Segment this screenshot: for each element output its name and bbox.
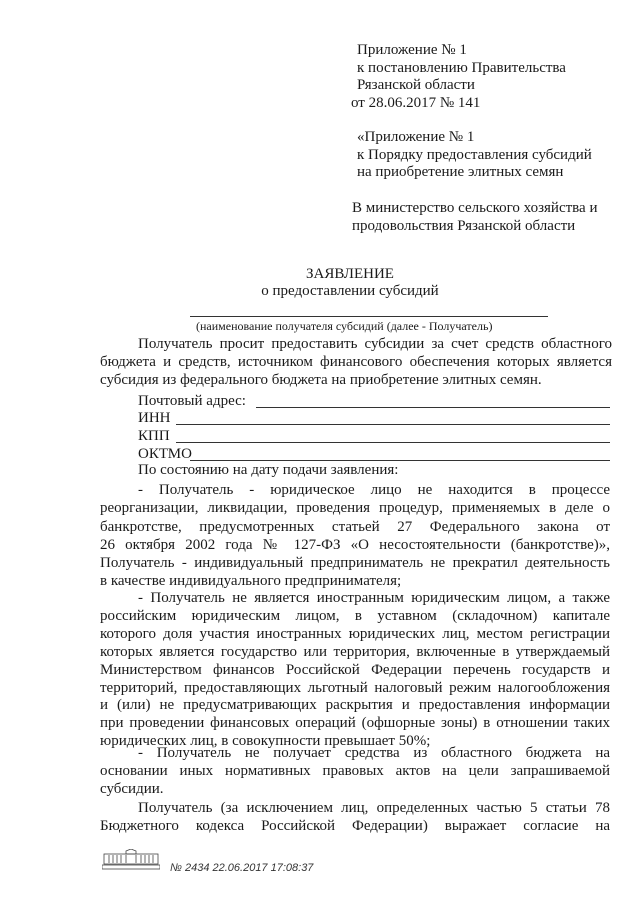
procedure-line: на приобретение элитных семян: [357, 164, 564, 180]
addressee-line: В министерство сельского хозяйства и: [352, 200, 598, 216]
field-line: [256, 407, 610, 408]
status-intro: По состоянию на дату подачи заявления:: [138, 462, 399, 478]
procedure-line: «Приложение № 1: [357, 129, 475, 145]
intro-line: субсидия из федерального бюджета на приобретение элитных семян.: [100, 372, 542, 388]
para2-line: Министерством финансов Российской Федерации перечень государств и: [100, 661, 610, 678]
registration-number: № 2434 22.06.2017 17:08:37: [170, 862, 314, 874]
field-line: [176, 442, 610, 443]
procedure-header: [357, 129, 592, 182]
document-title: [200, 266, 500, 300]
registry-stamp-icon: [102, 849, 160, 871]
postal-address-field: [138, 393, 610, 410]
recipient-name-line: [190, 316, 548, 317]
intro-line: бюджета и средств, источником финансового обеспечения которых является: [100, 354, 612, 370]
title-sub: о предоставлении субсидий: [261, 283, 439, 299]
para2-line: российским юридическим лицом, в уставном (складочном) капитале: [100, 607, 610, 624]
para1-line: реорганизации, ликвидации, проведения процедур, применяемых в деле о: [100, 500, 610, 517]
para2-line: и (или) не предусматривающих раскрытия и предоставления информации: [100, 697, 610, 714]
appendix-line: Рязанской области: [357, 77, 475, 93]
addressee-line: продовольствия Рязанской области: [352, 218, 576, 234]
field-label: Почтовый адрес:: [138, 393, 246, 409]
para2-line: территорий, предоставляющих льготный налоговый режим налогообложения: [100, 679, 610, 696]
para3-line: субсидии.: [100, 781, 164, 797]
para1-line: 26 октября 2002 года № 127-ФЗ «О несостоятельности (банкротстве)»,: [100, 536, 610, 553]
para1-line: - Получатель - юридическое лицо не находится в процессе: [138, 482, 610, 498]
para4-line: Получатель (за исключением лиц, определенных частью 5 статьи 78: [138, 800, 610, 816]
para2-line: которых является государство или территория, включенные в утверждаемый: [100, 643, 610, 660]
paragraph-4: [100, 799, 610, 835]
para2-line: - Получатель не является иностранным юридическим лицом, а также: [138, 590, 610, 606]
oktmo-field: [138, 446, 610, 463]
field-label: ОКТМО: [138, 446, 192, 462]
para2-line: при проведении финансовых операций (офшорные зоны) в отношении таких: [100, 715, 610, 732]
inn-field: [138, 410, 610, 427]
field-label: КПП: [138, 428, 170, 444]
paragraph-2: [100, 590, 610, 751]
procedure-line: к Порядку предоставления субсидий: [357, 146, 592, 163]
para1-line: Получатель - индивидуальный предприниматель не прекратил деятельность: [100, 555, 610, 572]
field-line: [190, 460, 610, 461]
para3-line: основании иных нормативных правовых актов на цели запрашиваемой: [100, 763, 610, 779]
appendix-line: Приложение № 1: [357, 42, 467, 58]
recipient-caption: (наименование получателя субсидий (далее - Получатель): [196, 319, 493, 333]
paragraph-1: [100, 481, 610, 591]
intro-line: Получатель просит предоставить субсидии за счет средств областного: [138, 336, 612, 352]
paragraph-3: [100, 744, 610, 798]
appendix-line: от 28.06.2017 № 141: [351, 94, 481, 111]
field-line: [176, 424, 610, 425]
field-label: ИНН: [138, 410, 171, 426]
para4-line: Бюджетного кодекса Российской Федерации) выражает согласие на: [100, 818, 610, 834]
appendix-header: [351, 42, 566, 112]
para1-line: в качестве индивидуального предпринимателя;: [100, 573, 402, 590]
title-main: ЗАЯВЛЕНИЕ: [306, 266, 394, 282]
intro-paragraph: [100, 335, 612, 389]
addressee: [352, 199, 598, 235]
para1-line: банкротстве, предусмотренных статьей 27 Федерального закона от: [100, 518, 610, 535]
para2-line: которого доля участия иностранных юридических лиц, местом регистрации: [100, 625, 610, 642]
kpp-field: [138, 428, 610, 445]
para3-line: - Получатель не получает средства из областного бюджета на: [138, 745, 610, 761]
appendix-line: к постановлению Правительства: [357, 59, 566, 76]
para2-line: юридических лиц, в совокупности превышает 50%;: [100, 733, 431, 750]
